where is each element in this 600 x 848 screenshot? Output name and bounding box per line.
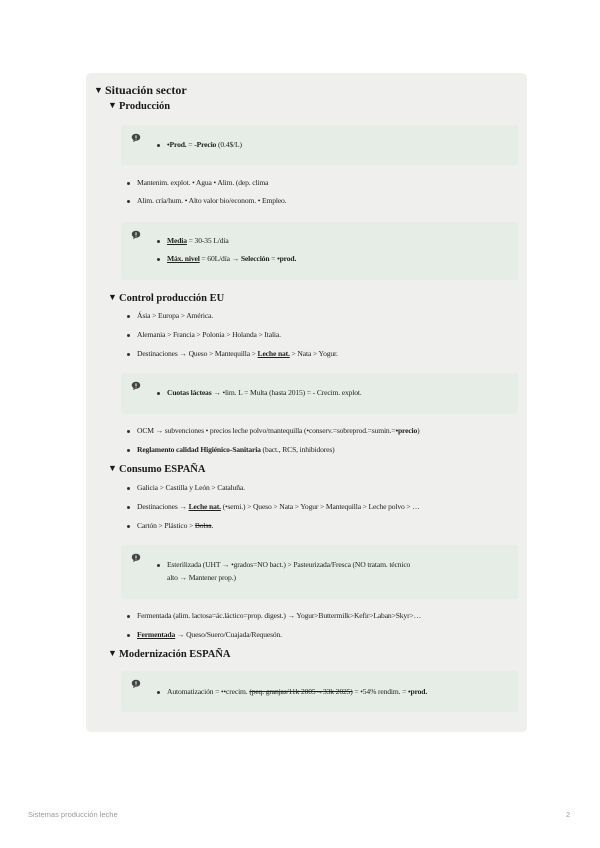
list-item: Esterilizada (UHT → •grados=NO bact.) > Pasteurizada/Fresca (NO tratam. técnico	[167, 560, 411, 569]
list-item: Fermentada → Queso/Suero/Cuajada/Requesón.	[137, 630, 282, 639]
collapse-triangle-icon[interactable]: ▼	[108, 292, 117, 302]
section-consumo-espana[interactable]: ▼ Consumo ESPAÑA	[108, 463, 206, 475]
speech-bubble-icon	[131, 381, 141, 391]
list-item: Automatización = ••crecim. (peq. granjas/11k 2005→33k 2025) = •54% rendim. = •prod.	[167, 687, 428, 696]
list-item: Máx. nivel = 60L/día → Selección = •prod.	[167, 254, 297, 263]
section-produccion[interactable]: ▼ Producción	[108, 100, 171, 112]
list-item: Galicia > Castilla y León > Cataluña.	[137, 483, 245, 492]
list-item: Alim. cría/hum. • Alto valor bio/econom. • Empleo.	[137, 196, 287, 205]
collapse-triangle-icon[interactable]: ▼	[108, 100, 117, 110]
collapse-triangle-icon[interactable]: ▼	[108, 648, 117, 658]
list-item: Fermentada (alim. lactosa=ác.láctico=prop. digest.) → Yogur>Buttermilk>Kefir>Laban>Skyr>…	[137, 611, 422, 620]
speech-bubble-icon	[131, 133, 141, 143]
page-number: 2	[566, 810, 571, 819]
note-callout	[121, 222, 518, 280]
section-control-produccion[interactable]: ▼ Control producción EU	[108, 292, 225, 304]
speech-bubble-icon	[131, 553, 141, 563]
list-item: OCM → subvenciones • precios leche polvo/mantequilla (•conserv.=sobreprod.=sumin.=•precio)	[137, 426, 420, 435]
note-callout	[121, 545, 518, 599]
list-item: •Prod. = -Precio (0.4$/L)	[167, 140, 242, 149]
section-situacion-sector[interactable]: ▼ Situación sector	[94, 83, 187, 97]
speech-bubble-icon	[131, 230, 141, 240]
section-modernizacion-espana[interactable]: ▼ Modernización ESPAÑA	[108, 648, 231, 660]
list-item: Reglamento calidad Higiénico-Sanitaria (bact., RCS, inhibidores)	[137, 445, 335, 454]
speech-bubble-icon	[131, 679, 141, 689]
collapse-triangle-icon[interactable]: ▼	[108, 463, 117, 473]
list-item-continuation: alto → Mantener prop.)	[167, 573, 236, 582]
list-item: Ásia > Europa > América.	[137, 311, 214, 320]
list-item: Destinaciones → Leche nat. (•semi.) > Queso > Nata > Yogur > Mantequilla > Leche polvo > …	[137, 502, 420, 511]
list-item: Media = 30-35 L/día	[167, 236, 229, 245]
list-item: Cuotas lácteas → •lim. L = Multa (hasta 2015) = - Crecim. explot.	[167, 388, 362, 397]
footer-title: Sistemas producción leche	[28, 810, 118, 819]
list-item: Destinaciones → Queso > Mantequilla > Leche nat. > Nata > Yogur.	[137, 349, 338, 358]
list-item: Alemania > Francia > Polonia > Holanda > Italia.	[137, 330, 281, 339]
collapse-triangle-icon[interactable]: ▼	[94, 85, 103, 95]
list-item: Cartón > Plástico > Bolsa.	[137, 521, 214, 530]
list-item: Mantenim. explot. • Agua • Alim. (dep. clima	[137, 178, 269, 187]
